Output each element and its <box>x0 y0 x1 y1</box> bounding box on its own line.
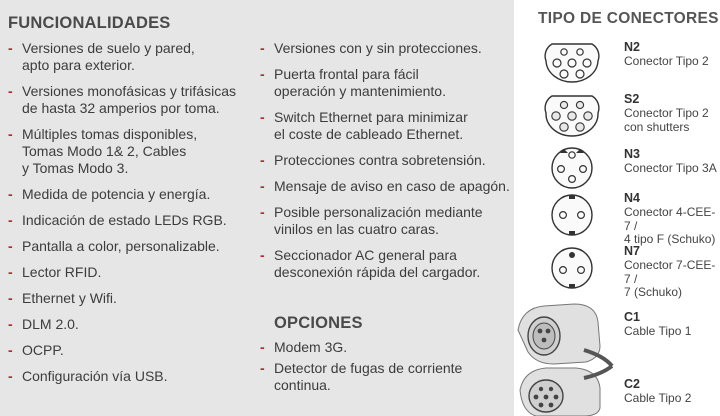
funcionalidades-col2-list <box>260 40 512 281</box>
type3a-socket-icon <box>538 145 606 191</box>
funcionalidades-title: FUNCIONALIDADES <box>8 14 171 32</box>
connector-n2 <box>514 38 720 88</box>
list-item: - Lector RFID. <box>8 264 258 281</box>
list-item: - Mensaje de aviso en caso de apagón. <box>260 178 512 195</box>
type2-shutter-socket-icon <box>538 92 606 138</box>
connector-c2 <box>514 364 720 416</box>
list-item: - Puerta frontal para fácil operación y mantenimiento. <box>260 66 512 100</box>
connector-code: N2 <box>624 40 640 54</box>
connector-desc: Conector Tipo 2 <box>624 54 709 68</box>
list-item: - Medida de potencia y energía. <box>8 186 258 203</box>
list-item: - Modem 3G. <box>260 339 512 356</box>
connector-code: N7 <box>624 244 640 258</box>
list-item: - Posible personalización mediante vinilos en las cuatro caras. <box>260 204 512 238</box>
list-item: - Pantalla a color, personalizable. <box>8 238 258 255</box>
connector-code: S2 <box>624 92 640 106</box>
connector-c1 <box>514 298 720 364</box>
list-item: - Múltiples tomas disponibles, Tomas Modo 1& 2, Cables y Tomas Modo 3. <box>8 126 258 177</box>
connector-desc: Conector 7-CEE-7 / 7 (Schuko) <box>624 258 716 299</box>
opciones-title: OPCIONES <box>274 314 363 332</box>
list-item: - Versiones monofásicas y trifásicas de hasta 32 amperios por toma. <box>8 83 258 117</box>
list-item: - Configuración vía USB. <box>8 368 258 385</box>
cee77-socket-icon <box>538 244 606 290</box>
connector-desc: Cable Tipo 1 <box>624 324 692 338</box>
list-item: - Protecciones contra sobretensión. <box>260 152 512 169</box>
connector-code: C1 <box>624 310 640 324</box>
type1-cable-icon <box>514 298 614 368</box>
connector-desc: Conector Tipo 3A <box>624 161 717 175</box>
list-item: - Switch Ethernet para minimizar el coste de cableado Ethernet. <box>260 109 512 143</box>
connector-s2 <box>514 92 720 142</box>
connector-desc: Conector Tipo 2 con shutters <box>624 106 709 134</box>
list-item: - OCPP. <box>8 342 258 359</box>
list-item: - Detector de fugas de corriente continua. <box>260 360 512 394</box>
type2-cable-icon <box>514 364 614 416</box>
list-item: - Versiones de suelo y pared, apto para exterior. <box>8 40 258 74</box>
connector-n4 <box>514 191 720 246</box>
connector-desc: Conector 4-CEE-7 / 4 tipo F (Schuko) <box>624 205 716 246</box>
connectors-panel <box>514 0 720 416</box>
connector-code: N4 <box>624 191 640 205</box>
list-item: - Versiones con y sin protecciones. <box>260 40 512 57</box>
connector-n3 <box>514 145 720 191</box>
list-item: - DLM 2.0. <box>8 316 258 333</box>
list-item: - Indicación de estado LEDs RGB. <box>8 212 258 229</box>
connector-code: C2 <box>624 377 640 391</box>
connector-code: N3 <box>624 147 640 161</box>
schuko-socket-icon <box>538 191 606 237</box>
connector-desc: Cable Tipo 2 <box>624 391 692 405</box>
list-item: - Seccionador AC general para desconexión rápida del cargador. <box>260 247 512 281</box>
type2-socket-icon <box>538 38 606 84</box>
opciones-list <box>260 339 512 394</box>
tipo-conectores-title: TIPO DE CONECTORES <box>538 10 719 27</box>
list-item: - Ethernet y Wifi. <box>8 290 258 307</box>
connector-n7 <box>514 244 720 299</box>
funcionalidades-col1-list <box>8 40 258 385</box>
